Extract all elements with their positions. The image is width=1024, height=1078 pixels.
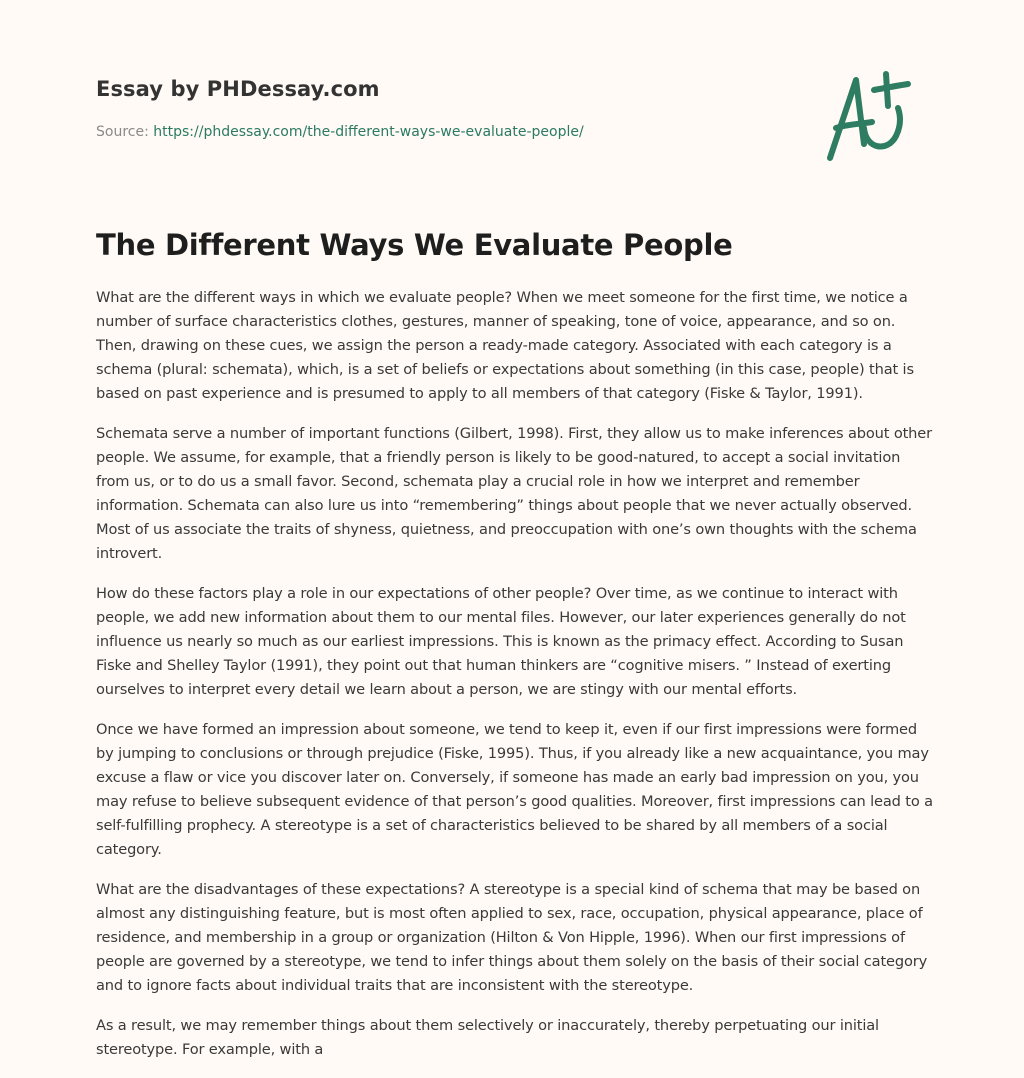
source-line bbox=[96, 122, 796, 142]
source-label: Source: bbox=[96, 124, 154, 140]
paragraph: Once we have formed an impression about someone, we tend to keep it, even if our first impressions were formed by jumping to conclusions or through prejudice (Fiske, 1995). Thus, if you already like a new acquaintance, you may excuse a flaw or vice you discover later on. Conversely, if someone has made an early bad impression on you, you may refuse to believe subsequent evidence of that person’s good qualities. Moreover, first impressions can lead to a self-fulfilling prophecy. A stereotype is a set of characteristics believed to be shared by all members of a social category. bbox=[96, 721, 933, 858]
paragraph: How do these factors play a role in our expectations of other people? Over time, as we continue to interact with people, we add new information about them to our mental files. However, our later experiences generally do not influence us nearly so much as our earliest impressions. This is known as the primacy effect. According to Susan Fiske and Shelley Taylor (1991), they point out that human thinkers are “cognitive misers. ” Instead of exerting ourselves to interpret every detail we learn about a person, we are stingy with our mental efforts. bbox=[96, 585, 906, 698]
essay-title: The Different Ways We Evaluate People bbox=[96, 228, 733, 262]
essay-header bbox=[96, 74, 796, 142]
paragraph: As a result, we may remember things about them selectively or inaccurately, thereby perpetuating our initial stereotype. For example, with a bbox=[96, 1017, 879, 1058]
paragraph: Schemata serve a number of important functions (Gilbert, 1998). First, they allow us to make inferences about other people. We assume, for example, that a friendly person is likely to be good-natured, to accept a social invitation from us, or to do us a small favor. Second, schemata play a crucial role in how we interpret and remember information. Schemata can also lure us into “remembering” things about people that we never actually observed. Most of us associate the traits of shyness, quietness, and preoccupation with one’s own thoughts with the schema introvert. bbox=[96, 425, 932, 562]
essay-body bbox=[96, 286, 936, 1078]
source-link[interactable]: https://phdessay.com/the-different-ways-we-evaluate-people/ bbox=[153, 124, 584, 140]
a-plus-grade-icon bbox=[818, 66, 928, 166]
paragraph: What are the disadvantages of these expectations? A stereotype is a special kind of schema that may be based on almost any distinguishing feature, but is most often applied to sex, race, occupation, physical appearance, place of residence, and membership in a group or organization (Hilton & Von Hipple, 1996). When our first impressions of people are governed by a stereotype, we tend to infer things about them solely on the basis of their social category and to ignore facts about individual traits that are inconsistent with the stereotype. bbox=[96, 881, 928, 994]
paragraph: What are the different ways in which we evaluate people? When we meet someone for the first time, we notice a number of surface characteristics clothes, gestures, manner of speaking, tone of voice, appearance, and so on. Then, drawing on these cues, we assign the person a ready-made category. Associated with each category is a schema (plural: schemata), which, is a set of beliefs or expectations about something (in this case, people) that is based on past experience and is presumed to apply to all members of that category (Fiske & Taylor, 1991). bbox=[96, 289, 914, 402]
brand-title: Essay by PHDessay.com bbox=[96, 77, 380, 101]
